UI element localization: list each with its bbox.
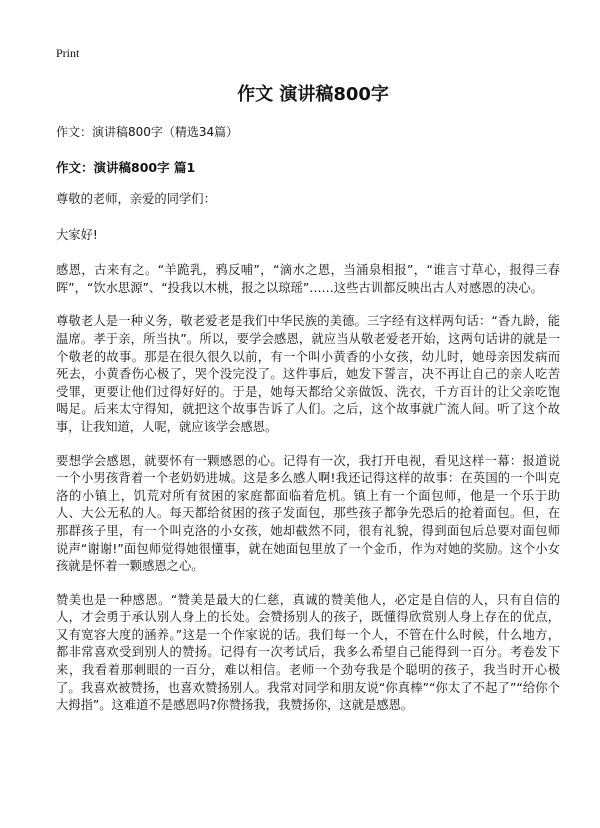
body-paragraph: 尊敬老人是一种义务，敬老爱老是我们中华民族的美德。三字经有这样两句话：“香九龄，能温席。孝于亲，所当执”。所以，要学会感恩，就应当从敬老爱老开始，这两句话讲的就是一个敬老的故事。那是在很久很久以前，有一个叫小黄香的小女孩，幼儿时，她母亲因发病而死去，小黄香伤心极了，哭个没完没了。这件事后，她发下誓言，决不再让自己的亲人吃苦受罪，更要让他们过得好好的。于是，她每天都给父亲做饭、洗衣，千方百计的让父亲吃饱喝足。后来太守得知，就把这个故事告诉了人们。之后，这个故事就广流人间。听了这个故事，让我知道，人呢，就应该学会感恩。 <box>56 314 560 434</box>
greeting-paragraph: 大家好! <box>56 227 98 242</box>
body-paragraph: 赞美也是一种感恩。“赞美是最大的仁慈，真诚的赞美他人，必定是自信的人，只有自信的人，才会勇于承认别人身上的长处。会赞扬别人的孩子，既懂得欣赏别人身上存在的优点，又有宽容大度的涵养。”这是一个作家说的话。我们每一个人，不管在什么时候，什么地方，都非常喜欢受到别人的赞扬。记得有一次考试后，我多么希望自己能得到一百分。考卷发下来，我看着那刺眼的一百分，难以相信。老师一个劲夸我是个聪明的孩子，我当时开心极了。我喜欢被赞扬，也喜欢赞扬别人。我常对同学和朋友说“你真棒”“你太了不起了”“给你个大拇指”。这难道不是感恩吗?你赞扬我，我赞扬你，这就是感恩。 <box>56 592 560 713</box>
body-paragraph: 要想学会感恩，就要怀有一颗感恩的心。记得有一次，我打开电视，看见这样一幕：报道说一个小男孩背着一个老奶奶进城。这是多么感人啊!我还记得这样的故事：在英国的一个叫克洛的小镇上，饥荒对所有贫困的家庭都面临着危机。镇上有一个面包师，他是一个乐于助人、大公无私的人。每天都给贫困的孩子发面包，那些孩子都争先恐后的抢着面包。但，在那群孩子里，有一个叫克洛的小女孩，她却截然不同，很有礼貌，得到面包后总要对面包师说声“谢谢!”面包师觉得她很懂事，就在她面包里放了一个金币，作为对她的奖励。这个小女孩就是怀着一颗感恩之心。 <box>56 453 560 574</box>
document-subtitle: 作文：演讲稿800字（精选34篇） <box>56 125 239 139</box>
print-label: Print <box>56 46 80 60</box>
section-heading: 作文：演讲稿800字 篇1 <box>56 160 196 175</box>
document-title: 作文 演讲稿800字 <box>237 84 389 105</box>
salutation-paragraph: 尊敬的老师，亲爱的同学们： <box>56 192 216 206</box>
body-paragraph: 感恩，古来有之。“羊跪乳，鸦反哺”，“滴水之恩，当涌泉相报”，“谁言寸草心，报得三春晖”，“饮水思源”、“投我以木桃，报之以琼瑶”……这些古训都反映出古人对感恩的决心。 <box>56 263 560 295</box>
